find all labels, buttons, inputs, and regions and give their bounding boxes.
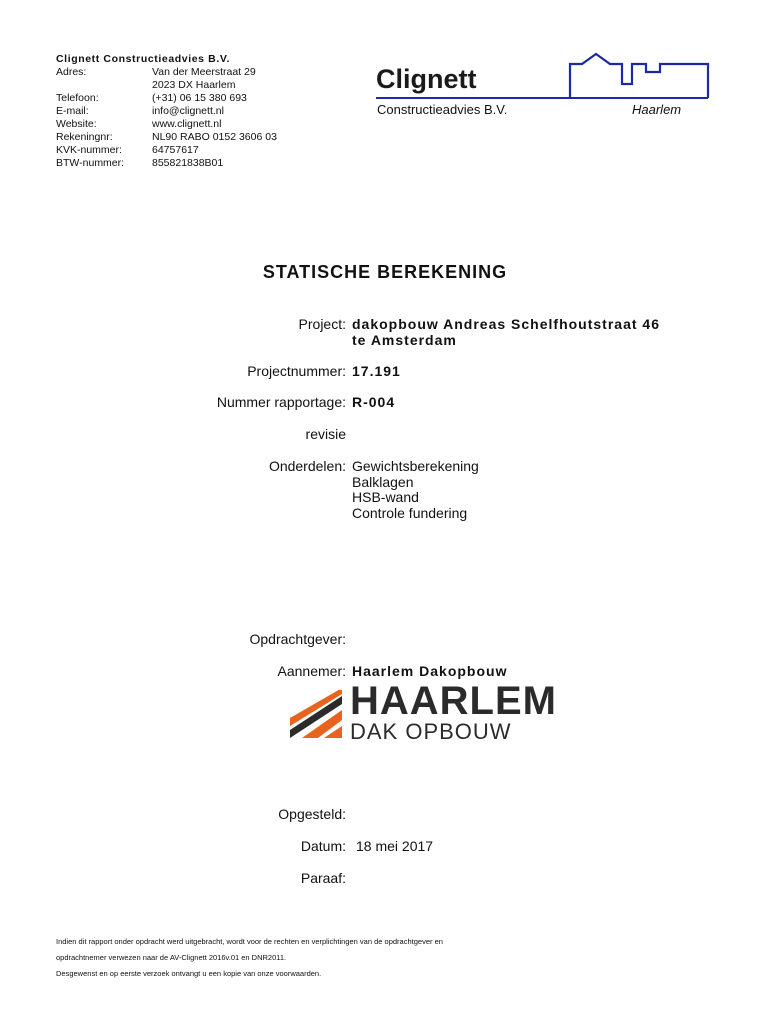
info-value: info@clignett.nl	[152, 105, 224, 117]
info-label: E-mail:	[56, 105, 89, 117]
datum-label: Datum:	[300, 838, 346, 854]
projectnummer-label: Projectnummer:	[247, 363, 346, 379]
info-value: Van der Meerstraat 29	[152, 66, 256, 78]
info-label: BTW-nummer:	[56, 157, 125, 169]
haarlem-logo-sub: DAK OPBOUW	[350, 719, 512, 744]
footer-line: Indien dit rapport onder opdracht werd uitgebracht, wordt voor de rechten en verplichtingen van de opdrachtgever en	[56, 937, 443, 946]
onderdeel-item: HSB-wand	[352, 489, 419, 505]
onderdelen-label: Onderdelen:	[268, 458, 346, 474]
info-row-phone	[56, 92, 277, 105]
projectnummer-value: 17.191	[352, 363, 401, 379]
haarlem-logo-word: HAARLEM	[350, 679, 557, 723]
opdrachtgever-label: Opdrachtgever:	[249, 631, 346, 647]
document-title: STATISCHE BEREKENING	[262, 262, 508, 282]
info-label: Adres:	[56, 66, 87, 78]
company-info	[56, 53, 277, 170]
info-value: 855821838B01	[152, 157, 224, 169]
haarlem-dakopbouw-logo	[290, 679, 560, 745]
info-value: 64757617	[152, 144, 199, 156]
info-row-address	[56, 66, 277, 79]
footer-disclaimer	[56, 934, 443, 982]
onderdeel-item: Controle fundering	[352, 504, 468, 521]
info-label: Website:	[56, 118, 97, 130]
project-value-line1: dakopbouw Andreas Schelfhoutstraat 46	[352, 316, 660, 332]
onderdeel-item: Gewichtsberekening	[352, 458, 479, 474]
info-value: NL90 RABO 0152 3606 03	[152, 131, 277, 143]
info-value: (+31) 06 15 380 693	[152, 92, 247, 104]
rapportage-value: R-004	[352, 394, 396, 410]
footer-line: opdrachtnemer verwezen naar de AV-Clignett 2016v.01 en DNR2011.	[56, 953, 287, 962]
revisie-label: revisie	[305, 426, 346, 442]
info-label	[56, 79, 152, 92]
opgesteld-label: Opgesteld:	[278, 806, 346, 822]
info-value: www.clignett.nl	[152, 118, 222, 130]
rapportage-label: Nummer rapportage:	[216, 394, 346, 410]
footer-line: Desgewenst en op eerste verzoek ontvangt u een kopie van onze voorwaarden.	[56, 969, 322, 978]
info-row-btw	[56, 157, 277, 170]
roof-stripes-icon	[290, 690, 350, 740]
datum-value: 18 mei 2017	[356, 838, 434, 854]
info-row-kvk	[56, 144, 277, 157]
aannemer-label: Aannemer:	[277, 663, 346, 679]
logo-name: Clignett	[376, 64, 477, 94]
paraaf-label: Paraaf:	[300, 870, 346, 886]
info-row-bank	[56, 131, 277, 144]
info-value: 2023 DX Haarlem	[152, 79, 236, 91]
info-row-email	[56, 105, 277, 118]
aannemer-value: Haarlem Dakopbouw	[352, 663, 508, 679]
onderdeel-item: Balklagen	[352, 473, 414, 490]
onderdelen-field	[0, 458, 770, 522]
project-label: Project:	[298, 316, 346, 332]
project-value-line2: te Amsterdam	[352, 332, 457, 348]
info-label: Rekeningnr:	[56, 131, 113, 143]
info-label: KVK-nummer:	[56, 144, 122, 156]
info-row-city	[56, 79, 277, 92]
project-field	[0, 316, 770, 350]
logo-city: Haarlem	[632, 102, 682, 117]
company-name: Clignett Constructieadvies B.V.	[56, 53, 230, 65]
info-label: Telefoon:	[56, 92, 99, 104]
clignett-logo	[370, 50, 710, 130]
logo-subtitle: Constructieadvies B.V.	[377, 102, 508, 117]
info-row-website	[56, 118, 277, 131]
